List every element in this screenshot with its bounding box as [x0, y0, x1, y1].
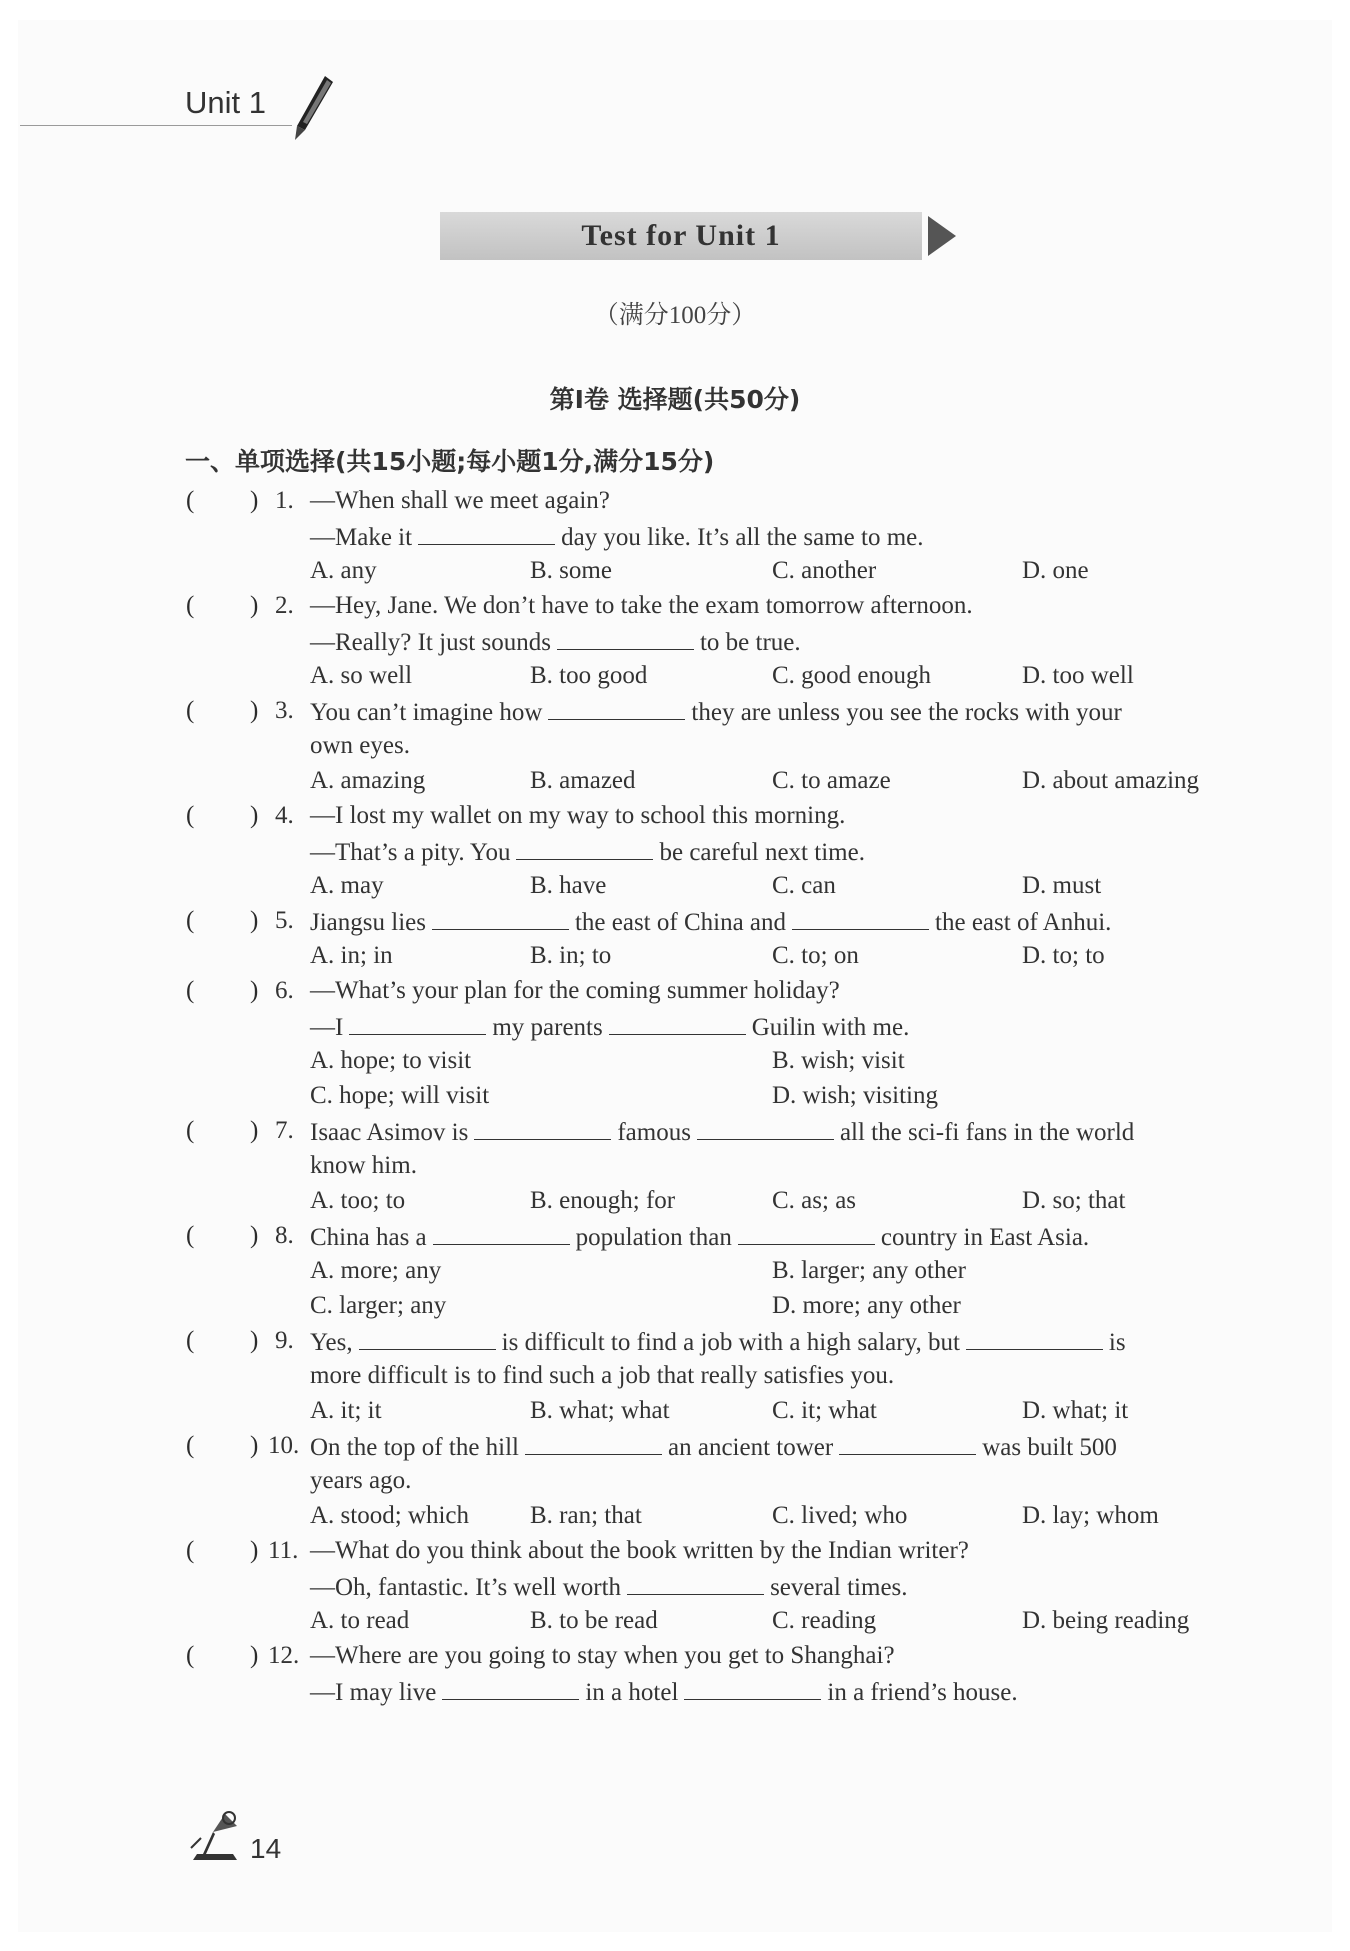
header-rule	[20, 125, 292, 126]
answer-blank	[349, 1012, 486, 1035]
answer-option: A. amazing	[310, 767, 426, 794]
question-text: —What do you think about the book written by the Indian writer?	[310, 1537, 969, 1564]
question-text: —What’s your plan for the coming summer holiday?	[310, 977, 840, 1004]
unit-heading: Unit 1	[185, 85, 266, 120]
answer-paren-left: (	[186, 1432, 195, 1459]
answer-option: D. wish; visiting	[772, 1082, 938, 1109]
question-number: 7.	[275, 1117, 294, 1144]
answer-option: A. hope; to visit	[310, 1047, 472, 1074]
answer-option: A. stood; which	[310, 1502, 470, 1529]
question-text-line	[310, 1537, 969, 1565]
question-text-line	[310, 907, 1111, 937]
question-text: Yes,	[310, 1329, 353, 1356]
question-text: own eyes.	[310, 732, 410, 759]
answer-paren-right: )	[250, 1117, 259, 1144]
answer-option: D. must	[1022, 872, 1102, 899]
question-text: years ago.	[310, 1467, 412, 1494]
answer-paren-left: (	[186, 907, 195, 934]
arrow-right-icon	[928, 212, 958, 260]
answer-option: B. what; what	[530, 1397, 670, 1424]
answer-option: D. about amazing	[1022, 767, 1200, 794]
question-number: 1.	[275, 487, 294, 514]
question-number: 8.	[275, 1222, 294, 1249]
answer-option: D. one	[1022, 557, 1089, 584]
answer-blank	[557, 627, 694, 650]
answer-paren-right: )	[250, 907, 259, 934]
question-text: in a friend’s house.	[827, 1679, 1018, 1706]
answer-option: A. it; it	[310, 1397, 382, 1424]
question-text: the east of China and	[574, 909, 787, 936]
question-text-line	[310, 1117, 1134, 1147]
question-text: population than	[575, 1224, 732, 1251]
question-text: know him.	[310, 1152, 417, 1179]
answer-option: B. amazed	[530, 767, 636, 794]
answer-blank	[697, 1117, 834, 1140]
answer-paren-right: )	[250, 1222, 259, 1249]
answer-paren-right: )	[250, 1537, 259, 1564]
answer-paren-left: (	[186, 487, 195, 514]
question-text: Guilin with me.	[751, 1014, 910, 1041]
answer-paren-right: )	[250, 487, 259, 514]
answer-paren-right: )	[250, 1432, 259, 1459]
answer-option: C. to; on	[772, 942, 859, 969]
answer-option: C. lived; who	[772, 1502, 908, 1529]
answer-paren-left: (	[186, 592, 195, 619]
answer-option: C. can	[772, 872, 836, 899]
answer-option: D. so; that	[1022, 1187, 1126, 1214]
answer-paren-right: )	[250, 697, 259, 724]
question-text: in a hotel	[585, 1679, 679, 1706]
question-text: was built 500	[982, 1434, 1117, 1461]
answer-option: D. lay; whom	[1022, 1502, 1159, 1529]
question-number: 2.	[275, 592, 294, 619]
question-text-line	[310, 1642, 895, 1670]
question-text: an ancient tower	[668, 1434, 834, 1461]
answer-option: A. may	[310, 872, 384, 899]
answer-option: C. it; what	[772, 1397, 877, 1424]
answer-option: D. too well	[1022, 662, 1134, 689]
question-text: —That’s a pity. You	[310, 839, 511, 866]
answer-option: B. ran; that	[530, 1502, 642, 1529]
question-text: country in East Asia.	[880, 1224, 1090, 1251]
question-text-line	[310, 1467, 411, 1495]
answer-blank	[966, 1327, 1103, 1350]
answer-blank	[627, 1572, 764, 1595]
question-text-line	[310, 1572, 908, 1602]
answer-blank	[442, 1677, 579, 1700]
question-text: Isaac Asimov is	[310, 1119, 469, 1146]
answer-blank	[609, 1012, 746, 1035]
answer-paren-left: (	[186, 1327, 195, 1354]
answer-blank	[474, 1117, 611, 1140]
answer-option: C. good enough	[772, 662, 932, 689]
question-text-line	[310, 1362, 894, 1390]
answer-paren-right: )	[250, 977, 259, 1004]
question-number: 10.	[268, 1432, 300, 1459]
answer-blank	[516, 837, 653, 860]
question-text: —Oh, fantastic. It’s well worth	[310, 1574, 622, 1601]
question-text: famous	[617, 1119, 691, 1146]
question-text: be careful next time.	[659, 839, 865, 866]
answer-paren-left: (	[186, 802, 195, 829]
answer-option: D. more; any other	[772, 1292, 961, 1319]
question-text: my parents	[492, 1014, 603, 1041]
question-text: —I may live	[310, 1679, 437, 1706]
question-text: —When shall we meet again?	[310, 487, 610, 514]
answer-paren-left: (	[186, 1642, 195, 1669]
answer-option: B. wish; visit	[772, 1047, 905, 1074]
question-text-line	[310, 1012, 909, 1042]
answer-option: B. in; to	[530, 942, 612, 969]
answer-option: C. to amaze	[772, 767, 891, 794]
score-note: （满分100分）	[593, 302, 757, 329]
answer-blank	[684, 1677, 821, 1700]
question-text-line	[310, 732, 410, 760]
answer-blank	[525, 1432, 662, 1455]
answer-blank	[548, 697, 685, 720]
question-text: all the sci-fi fans in the world	[839, 1119, 1135, 1146]
answer-option: B. to be read	[530, 1607, 658, 1634]
question-text-line	[310, 627, 801, 657]
question-text: Jiangsu lies	[310, 909, 426, 936]
question-text: —Make it	[310, 524, 413, 551]
question-text: more difficult is to find such a job that really satisfies you.	[310, 1362, 895, 1389]
answer-option: A. more; any	[310, 1257, 442, 1284]
question-number: 9.	[275, 1327, 294, 1354]
question-number: 3.	[275, 697, 294, 724]
answer-blank	[738, 1222, 875, 1245]
answer-option: A. any	[310, 557, 377, 584]
test-title-banner: Test for Unit 1	[440, 212, 922, 260]
answer-blank	[359, 1327, 496, 1350]
answer-option: C. reading	[772, 1607, 877, 1634]
answer-blank	[792, 907, 929, 930]
question-text: they are unless you see the rocks with your	[691, 699, 1122, 726]
part-title: 一、单项选择(共15小题;每小题1分,满分15分)	[185, 447, 715, 476]
answer-paren-left: (	[186, 1222, 195, 1249]
question-text-line	[310, 1327, 1126, 1357]
answer-option: B. have	[530, 872, 607, 899]
answer-option: A. in; in	[310, 942, 393, 969]
question-text: the east of Anhui.	[935, 909, 1112, 936]
question-text-line	[310, 1152, 417, 1180]
answer-paren-right: )	[250, 802, 259, 829]
question-text-line	[310, 837, 865, 867]
question-text-line	[310, 697, 1122, 727]
answer-option: B. enough; for	[530, 1187, 676, 1214]
question-text: —Hey, Jane. We don’t have to take the exam tomorrow afternoon.	[310, 592, 973, 619]
question-text: is difficult to find a job with a high salary, but	[501, 1329, 960, 1356]
answer-paren-left: (	[186, 697, 195, 724]
question-text-line	[310, 487, 610, 515]
question-text-line	[310, 1677, 1018, 1707]
answer-option: B. larger; any other	[772, 1257, 966, 1284]
question-number: 5.	[275, 907, 294, 934]
question-number: 12.	[268, 1642, 300, 1669]
question-text: several times.	[770, 1574, 908, 1601]
question-text: to be true.	[699, 629, 801, 656]
question-text: —Where are you going to stay when you get to Shanghai?	[310, 1642, 895, 1669]
answer-paren-left: (	[186, 1117, 195, 1144]
question-number: 11.	[268, 1537, 299, 1564]
question-text: is	[1108, 1329, 1126, 1356]
question-text-line	[310, 522, 924, 552]
answer-option: A. so well	[310, 662, 413, 689]
answer-paren-right: )	[250, 592, 259, 619]
answer-paren-right: )	[250, 1642, 259, 1669]
lamp-icon	[185, 1808, 245, 1863]
answer-option: C. as; as	[772, 1187, 857, 1214]
answer-option: A. too; to	[310, 1187, 406, 1214]
answer-paren-left: (	[186, 1537, 195, 1564]
answer-blank	[839, 1432, 976, 1455]
answer-blank	[418, 522, 555, 545]
question-text: day you like. It’s all the same to me.	[561, 524, 924, 551]
question-text-line	[310, 1222, 1089, 1252]
question-text-line	[310, 592, 973, 620]
answer-blank	[433, 1222, 570, 1245]
question-text: —I	[310, 1014, 344, 1041]
question-text-line	[310, 977, 840, 1005]
answer-option: D. to; to	[1022, 942, 1105, 969]
page-number: 14	[250, 1833, 282, 1864]
answer-option: D. being reading	[1022, 1607, 1190, 1634]
answer-paren-right: )	[250, 1327, 259, 1354]
question-text: —I lost my wallet on my way to school this morning.	[310, 802, 846, 829]
answer-option: C. larger; any	[310, 1292, 447, 1319]
question-text: On the top of the hill	[310, 1434, 519, 1461]
question-text: You can’t imagine how	[310, 699, 543, 726]
question-text-line	[310, 1432, 1117, 1462]
pen-icon	[287, 74, 337, 144]
question-text-line	[310, 802, 845, 830]
question-text: —Really? It just sounds	[310, 629, 551, 656]
answer-blank	[432, 907, 569, 930]
question-number: 4.	[275, 802, 294, 829]
question-number: 6.	[275, 977, 294, 1004]
answer-paren-left: (	[186, 977, 195, 1004]
answer-option: B. too good	[530, 662, 648, 689]
answer-option: D. what; it	[1022, 1397, 1129, 1424]
section-title: 第Ⅰ卷 选择题(共50分)	[549, 385, 801, 414]
answer-option: B. some	[530, 557, 612, 584]
question-text: China has a	[310, 1224, 427, 1251]
answer-option: C. hope; will visit	[310, 1082, 490, 1109]
answer-option: C. another	[772, 557, 877, 584]
answer-option: A. to read	[310, 1607, 410, 1634]
